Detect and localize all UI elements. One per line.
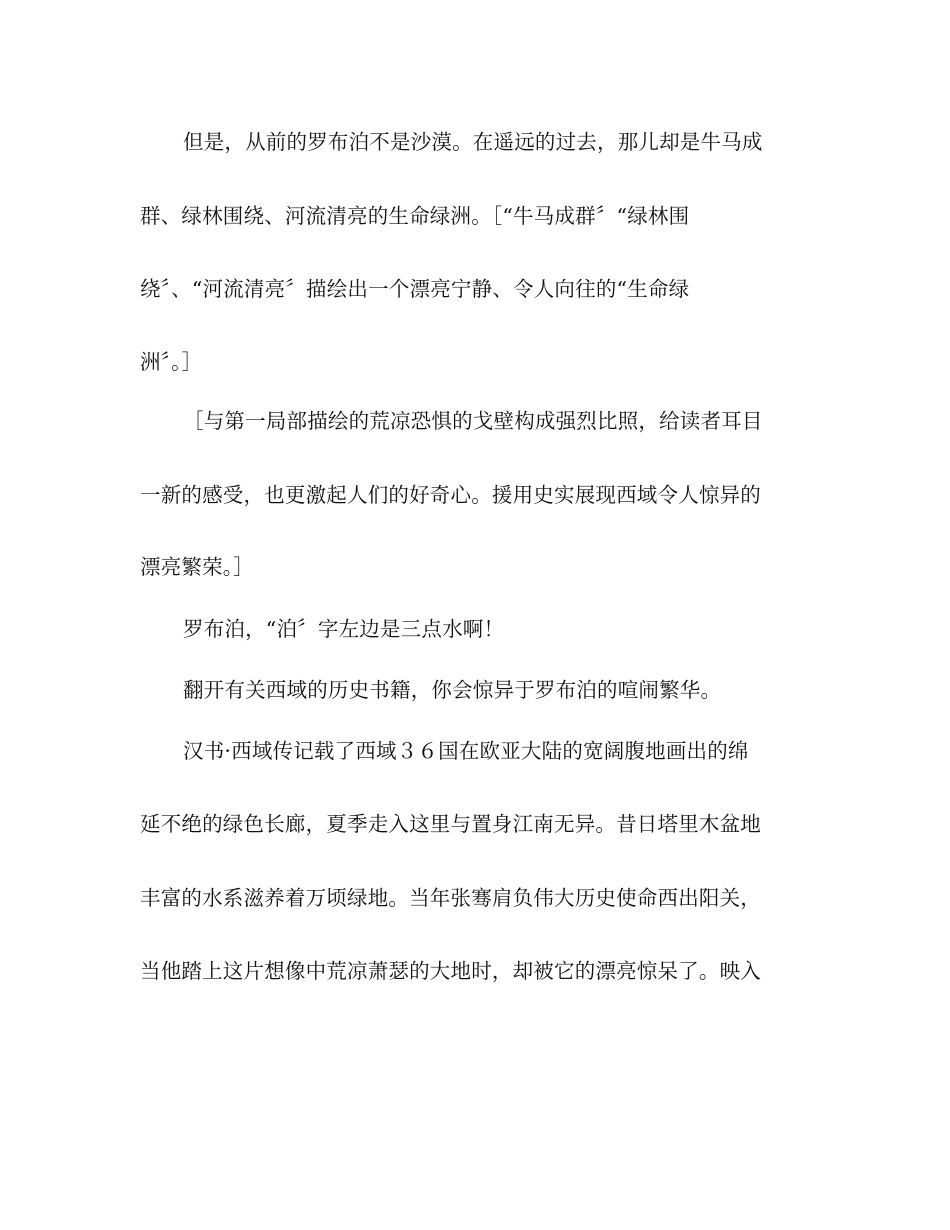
- text-line-3: 绕〞、“河流清亮〞描绘出一个漂亮宁静、令人向往的“生命绿: [140, 277, 690, 301]
- text-line-2: 群、绿林围绕、河流清亮的生命绿洲。［“牛马成群〞“绿林围: [140, 204, 690, 228]
- text-line-9: 翻开有关西域的历史书籍，你会惊异于罗布泊的喧闹繁华。: [183, 678, 722, 702]
- text-line-13: 当他踏上这片想像中荒凉萧瑟的大地时，却被它的漂亮惊呆了。映入: [140, 959, 761, 983]
- text-line-5: ［与第一局部描绘的荒凉恐惧的戈壁构成强烈比照，给读者耳目: [183, 409, 763, 433]
- text-line-7: 漂亮繁荣。］: [140, 555, 254, 579]
- text-line-8: 罗布泊，“泊〞字左边是三点水啊！: [183, 617, 505, 641]
- text-line-12: 丰富的水系滋养着万顷绿地。当年张骞肩负伟大历史使命西出阳关，: [140, 886, 761, 910]
- text-line-10: 汉书·西域传记载了西域３６国在欧亚大陆的宽阔腹地画出的绵: [183, 739, 749, 763]
- text-line-1: 但是，从前的罗布泊不是沙漠。在遥远的过去，那儿却是牛马成: [183, 130, 763, 154]
- text-line-4: 洲〞。］: [140, 350, 203, 374]
- text-line-6: 一新的感受，也更激起人们的好奇心。援用史实展现西域令人惊异的: [140, 483, 761, 507]
- text-line-11: 延不绝的绿色长廊，夏季走入这里与置身江南无异。昔日塔里木盆地: [140, 812, 761, 836]
